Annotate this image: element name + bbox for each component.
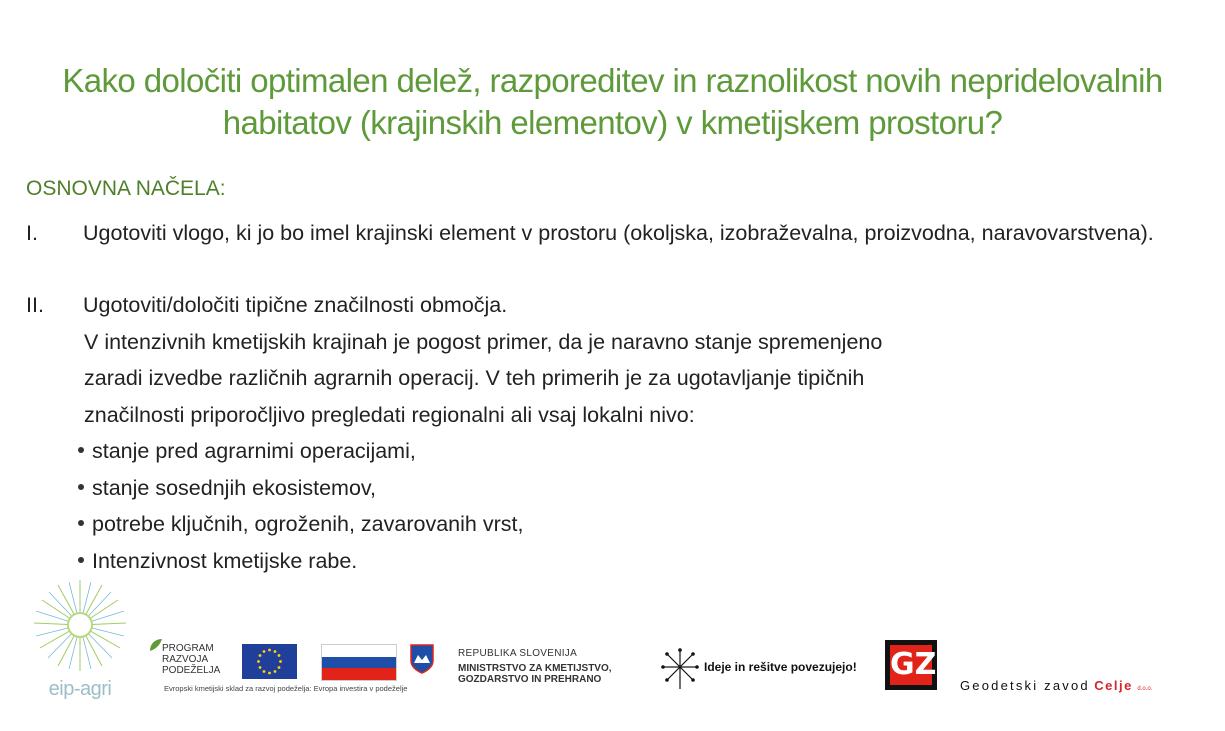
celje-suffix: d.o.o. (1137, 686, 1153, 692)
program-line-1: PROGRAM (162, 643, 214, 654)
slovenia-coat-of-arms-icon (409, 643, 435, 675)
bullet-dot (78, 447, 84, 453)
program-line-2: RAZVOJA (162, 654, 209, 665)
ideje-text: Ideje in rešitve povezujejo! (704, 660, 857, 674)
slide-title (0, 60, 1225, 144)
geodetski-zavod-text (960, 677, 1152, 695)
gz-logo (885, 640, 937, 690)
bullet-item (78, 549, 357, 574)
item-number: I. (26, 221, 38, 245)
paragraph-line-2: zaradi izvedbe različnih agrarnih operacij. V teh primerih je za ugotavljanje tipičnih (84, 366, 865, 390)
title-line-1: Kako določiti optimalen delež, razporeditev in raznolikost novih nepridelovalnih (62, 62, 1163, 99)
section-heading: OSNOVNA NAČELA: (26, 177, 226, 200)
dandelion-icon (660, 645, 702, 690)
program-tagline: Evropski kmetijski sklad za razvoj podeželja: Evropa investira v podeželje (164, 684, 408, 693)
bullet-dot (78, 484, 84, 490)
ideje-logo (660, 645, 870, 690)
ministry-line-2: MINISTRSTVO ZA KMETIJSTVO, (458, 663, 612, 674)
paragraph-line-3: značilnosti priporočljivo pregledati regionalni ali vsaj lokalni nivo: (84, 403, 695, 427)
program-line-3: PODEŽELJA (162, 665, 221, 676)
bullet-text: potrebe ključnih, ogroženih, zavarovanih vrst, (92, 512, 524, 536)
bullet-text: stanje pred agrarnimi operacijami, (92, 439, 416, 463)
slovenia-flag-icon (321, 644, 397, 681)
item-text: Ugotoviti vlogo, ki jo bo imel krajinski element v prostoru (okoljska, izobraževalna, proizvodna, naravovarstvena). (83, 221, 1154, 245)
bullet-item (78, 439, 416, 464)
ministry-line-1: REPUBLIKA SLOVENIJA (458, 648, 578, 659)
item-text: Ugotoviti/določiti tipične značilnosti območja. (83, 293, 508, 317)
bullet-item (78, 476, 376, 501)
bullet-dot (78, 557, 84, 563)
gz-text: GZ (890, 645, 932, 685)
bullet-text: stanje sosednjih ekosistemov, (92, 476, 377, 500)
bullet-dot (78, 520, 84, 526)
title-line-2: habitatov (krajinskih elementov) v kmetijskem prostoru? (222, 104, 1003, 141)
geodetski-label: Geodetski zavod (960, 678, 1090, 693)
bullet-item (78, 512, 523, 537)
eip-agri-burst-icon (30, 578, 130, 673)
eip-agri-text: eip-agri (48, 678, 112, 700)
paragraph-line-1: V intenzivnih kmetijskih krajinah je pogost primer, da je naravno stanje spremenjeno (84, 330, 883, 354)
bullet-text: Intenzivnost kmetijske rabe. (92, 549, 358, 573)
item-number: II. (26, 293, 44, 317)
eip-agri-logo (30, 578, 130, 708)
ministry-line-3: GOZDARSTVO IN PREHRANO (458, 674, 602, 685)
celje-label: Celje (1094, 678, 1133, 693)
ministry-logo (458, 648, 648, 685)
eu-flag-icon (242, 644, 297, 679)
